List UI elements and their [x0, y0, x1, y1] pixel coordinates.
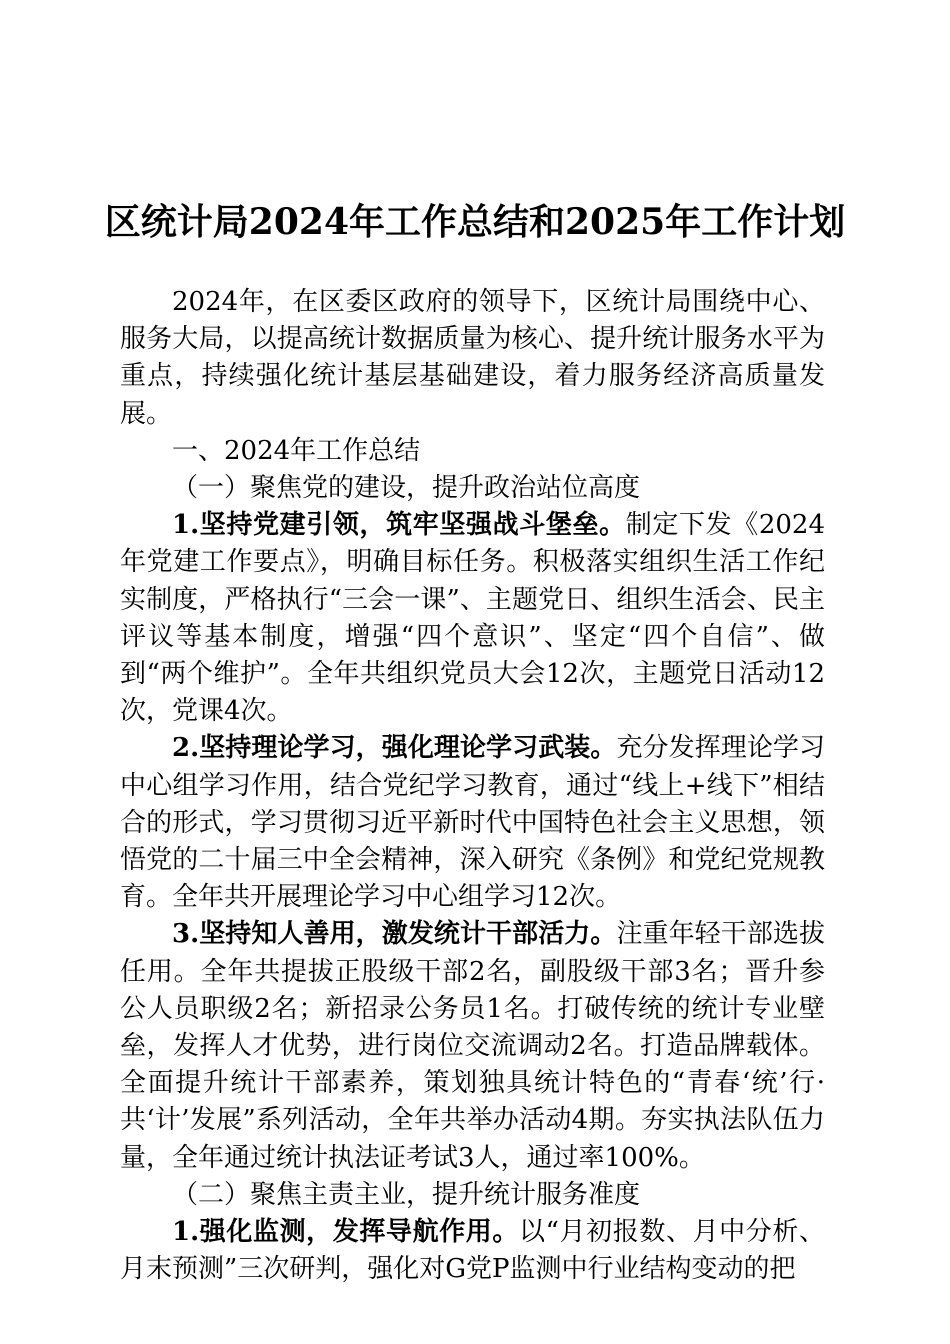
item-text-4: 以“月初报数、月中分析、月末预测”三次研判，强化对G党P监测中行业结构变动的把	[120, 1217, 825, 1285]
subsection-heading-party-building: （一）聚焦党的建设，提升政治站位高度	[172, 473, 641, 504]
item-text-3: 注重年轻干部选拔任用。全年共提拔正股级干部2名，副股级干部3名；晋升参公人员职级2名；新招录公务员1名。打破传统的统计专业壁垒，发挥人才优势，进行岗位交流调动2名。打造品牌载体。全面提升统计干部素养，策划独具统计特色的“青春‘统’行·共‘计’发展”系列活动，全年共举办活动4期。夯实执法队伍力量，全年通过统计执法证考试3人，通过率100%。	[120, 919, 825, 1173]
document-body	[120, 284, 825, 1288]
subsection-heading-main-duties: （二）聚焦主责主业，提升统计服务准度	[172, 1179, 641, 1210]
item-paragraph-2	[120, 730, 825, 916]
item-text-2: 充分发挥理论学习中心组学习作用，结合党纪学习教育，通过“线上+线下”相结合的形式，学习贯彻习近平新时代中国特色社会主义思想，领悟党的二十届三中全会精神，深入研究《条例》和党纪党规教育。全年共开展理论学习中心组学习12次。	[120, 733, 825, 913]
document-title: 区统计局2024年工作总结和2025年工作计划	[104, 201, 846, 243]
item-paragraph-3	[120, 916, 825, 1176]
item-text-1: 制定下发《2024年党建工作要点》，明确目标任务。积极落实组织生活工作纪实制度，严格执行“三会一课”、主题党日、组织生活会、民主评议等基本制度，增强“四个意识”、坚定“四个自信”、做到“两个维护”。全年共组织党员大会12次，主题党日活动12次，党课4次。	[120, 510, 825, 727]
section-heading-summary: 一、2024年工作总结	[172, 435, 421, 466]
item-paragraph-4	[120, 1214, 825, 1288]
intro-paragraph: 2024年，在区委区政府的领导下，区统计局围绕中心、服务大局，以提高统计数据质量为核心、提升统计服务水平为重点，持续强化统计基层基础建设，着力服务经济高质量发展。	[120, 287, 825, 429]
item-lead-1: 1.坚持党建引领，筑牢坚强战斗堡垒。	[172, 510, 626, 541]
item-lead-3: 3.坚持知人善用，激发统计干部活力。	[172, 919, 617, 950]
item-paragraph-1	[120, 507, 825, 730]
item-lead-2: 2.坚持理论学习，强化理论学习武装。	[172, 733, 617, 764]
item-lead-4: 1.强化监测，发挥导航作用。	[172, 1217, 520, 1248]
